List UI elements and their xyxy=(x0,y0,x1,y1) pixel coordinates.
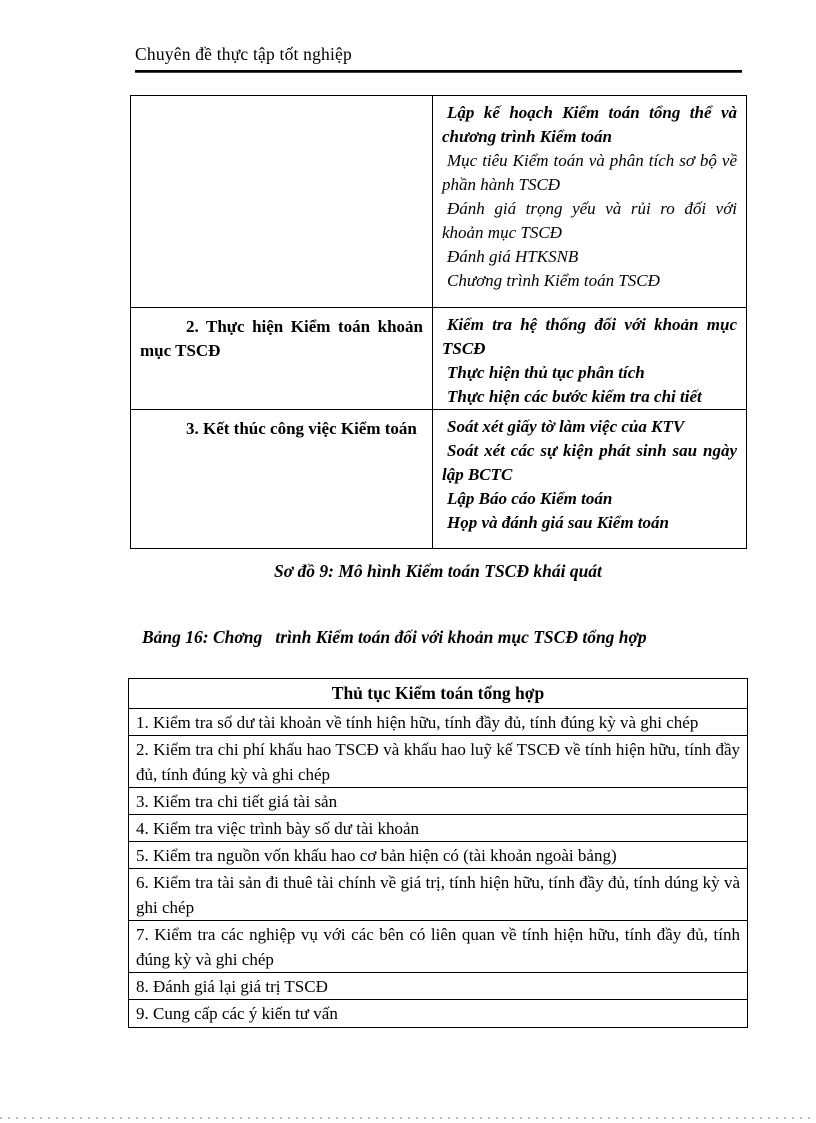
procedure-row xyxy=(129,921,748,973)
model-row-conclusion xyxy=(131,410,747,549)
model-detail-item: Mục tiêu Kiểm toán và phân tích sơ bộ về phần hành TSCĐ xyxy=(442,151,737,194)
model-detail-item: Thực hiện thủ tục phân tích xyxy=(447,363,645,382)
model-detail-item: Lập kế hoạch Kiểm toán tổng thể và chương trình Kiểm toán xyxy=(442,103,737,146)
page-header-title: Chuyên đề thực tập tốt nghiệp xyxy=(135,44,352,64)
procedures-table xyxy=(128,678,748,1028)
model-detail-item: Đánh giá trọng yếu và rủi ro đối với khoản mục TSCĐ xyxy=(442,199,737,242)
procedure-cell: 5. Kiểm tra nguồn vốn khấu hao cơ bản hiện có (tài khoản ngoài bảng) xyxy=(129,842,748,869)
audit-model-table xyxy=(130,95,747,549)
procedure-row xyxy=(129,842,748,869)
header-rule xyxy=(135,70,742,73)
model-detail-cell-execution xyxy=(433,308,747,410)
procedure-row xyxy=(129,973,748,1000)
procedures-header-row xyxy=(129,679,748,709)
model-detail-cell-planning xyxy=(433,96,747,308)
model-step-cell-empty xyxy=(131,96,433,308)
model-detail-item: Lập Báo cáo Kiểm toán xyxy=(447,489,613,508)
procedure-cell: 6. Kiểm tra tài sản đi thuê tài chính về giá trị, tính hiện hữu, tính đầy đủ, tính dúng kỳ và ghi chép xyxy=(129,869,748,921)
model-detail-item: Chương trình Kiểm toán TSCĐ xyxy=(447,271,660,290)
procedure-cell: 1. Kiểm tra số dư tài khoản về tính hiện hữu, tính đầy đủ, tính đúng kỳ và ghi chép xyxy=(129,709,748,736)
procedure-cell: 7. Kiểm tra các nghiệp vụ với các bên có liên quan về tính hiện hữu, tính đầy đủ, tính đúng kỳ và ghi chép xyxy=(129,921,748,973)
procedure-row xyxy=(129,815,748,842)
model-detail-item: Thực hiện các bước kiểm tra chi tiết xyxy=(447,387,702,406)
page-break-dotted-line xyxy=(0,1117,816,1119)
procedure-cell: 4. Kiểm tra việc trình bày số dư tài khoản xyxy=(129,815,748,842)
model-row-planning xyxy=(131,96,747,308)
procedure-cell: 9. Cung cấp các ý kiến tư vấn xyxy=(129,1000,748,1028)
procedure-cell: 3. Kiểm tra chi tiết giá tài sản xyxy=(129,788,748,815)
caption-bang-16: Bảng 16: Chơng trình Kiểm toán đối với khoản mục TSCĐ tổng hợp xyxy=(142,627,647,647)
procedure-row xyxy=(129,788,748,815)
model-detail-item: Họp và đánh giá sau Kiểm toán xyxy=(447,513,669,532)
model-detail-item: Đánh giá HTKSNB xyxy=(447,247,579,266)
model-step-cell-execution: 2. Thực hiện Kiểm toán khoản mục TSCĐ xyxy=(131,308,433,410)
procedures-table-header: Thủ tục Kiểm toán tổng hợp xyxy=(129,679,748,709)
procedure-row xyxy=(129,709,748,736)
model-detail-item: Soát xét các sự kiện phát sinh sau ngày lập BCTC xyxy=(442,441,737,484)
procedure-cell: 8. Đánh giá lại giá trị TSCĐ xyxy=(129,973,748,1000)
procedure-row xyxy=(129,1000,748,1028)
model-step-cell-conclusion: 3. Kết thúc công việc Kiểm toán xyxy=(131,410,433,549)
model-detail-item: Kiểm tra hệ thống đối với khoản mục TSCĐ xyxy=(442,315,737,358)
model-detail-cell-conclusion xyxy=(433,410,747,549)
procedure-row xyxy=(129,736,748,788)
procedure-row xyxy=(129,869,748,921)
model-detail-item: Soát xét giấy tờ làm việc của KTV xyxy=(447,417,685,436)
caption-so-do-9: Sơ đồ 9: Mô hình Kiểm toán TSCĐ khái quát xyxy=(274,561,602,581)
model-row-execution xyxy=(131,308,747,410)
procedure-cell: 2. Kiểm tra chi phí khấu hao TSCĐ và khấu hao luỹ kế TSCĐ về tính hiện hữu, tính đầy đủ, tính đúng kỳ và ghi chép xyxy=(129,736,748,788)
